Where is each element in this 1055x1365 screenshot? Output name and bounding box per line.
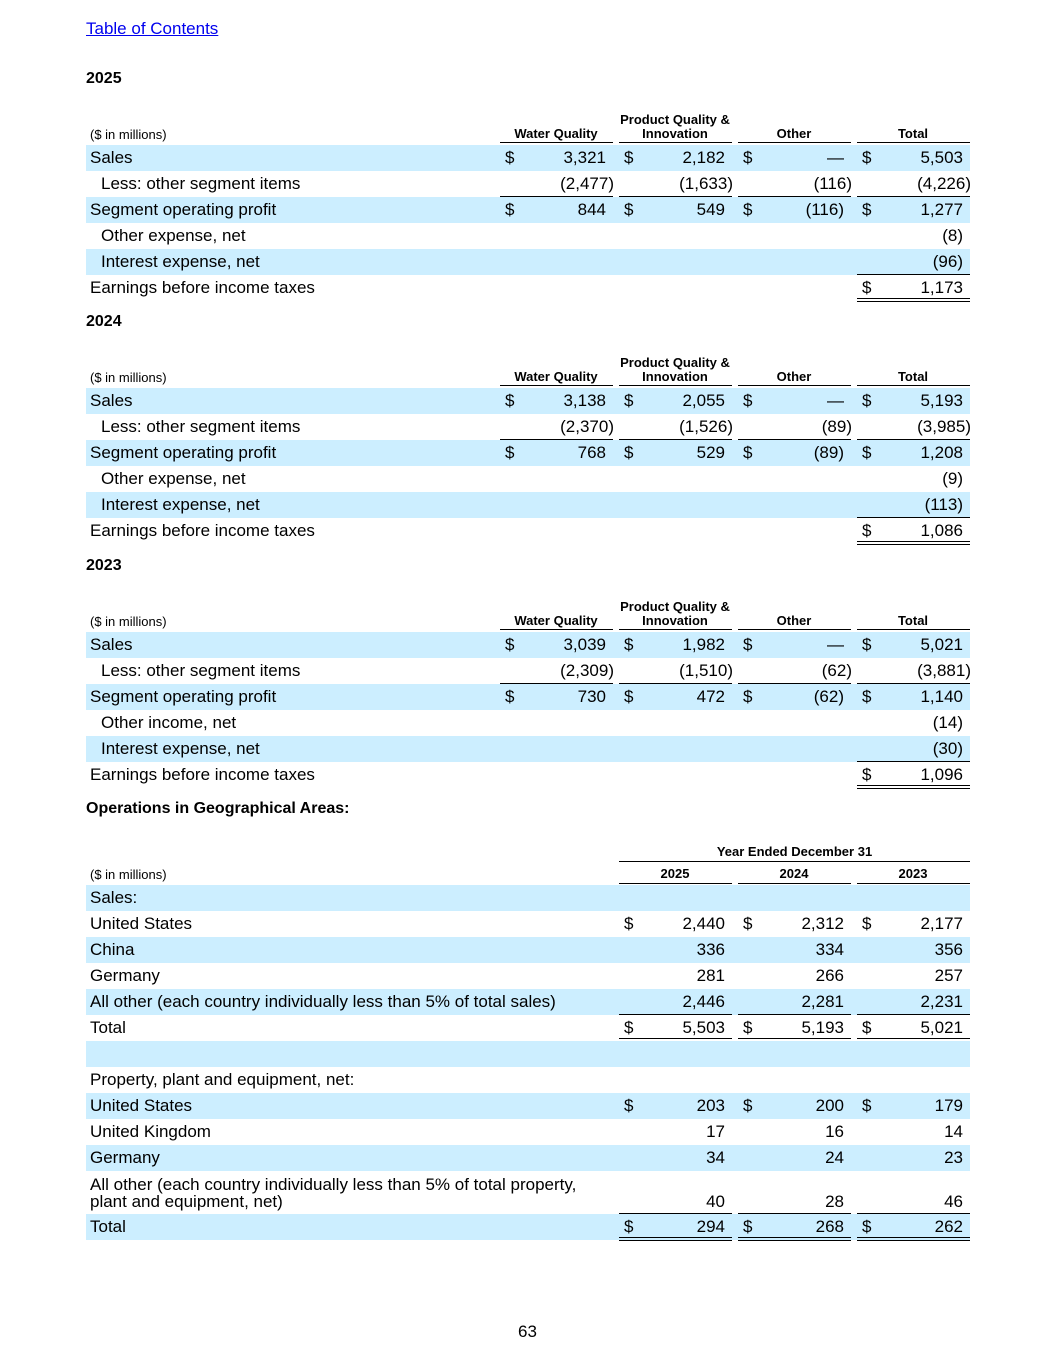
subtotal-underline — [619, 1014, 732, 1015]
cell-value: 23 — [944, 1148, 963, 1167]
cell-value: (1,633) — [679, 174, 733, 193]
table-of-contents-link[interactable]: Table of Contents — [86, 19, 219, 38]
row-label: Sales — [90, 148, 133, 167]
cell-value: 5,021 — [920, 635, 963, 654]
header-underline — [857, 883, 970, 884]
column-header: Total — [897, 369, 929, 384]
dollar-sign: $ — [862, 391, 872, 410]
header-underline — [738, 385, 851, 386]
total-double-underline — [857, 1237, 970, 1241]
cell-value: 2,231 — [920, 992, 963, 1011]
header-underline — [500, 142, 613, 143]
total-double-underline — [619, 1237, 732, 1241]
cell-value: 2,446 — [682, 992, 725, 1011]
cell-value: (2,477) — [560, 174, 614, 193]
row-band — [86, 1041, 970, 1067]
cell-value: (1,510) — [679, 661, 733, 680]
row-label: Less: other segment items — [101, 661, 301, 680]
total-double-underline — [857, 298, 970, 302]
dollar-sign: $ — [862, 443, 872, 462]
cell-value: 2,440 — [682, 914, 725, 933]
period-underline — [619, 861, 970, 862]
cell-value: 2,281 — [801, 992, 844, 1011]
cell-value: (62) — [821, 661, 852, 680]
cell-value: (89) — [821, 417, 852, 436]
row-label: All other (each country individually less than 5% of total property, plant and equipment, net) — [90, 1175, 577, 1211]
row-label: Germany — [90, 1148, 160, 1167]
header-underline — [619, 385, 732, 386]
header-underline — [500, 385, 613, 386]
total-double-underline — [857, 541, 970, 545]
dollar-sign: $ — [862, 687, 872, 706]
cell-value: (3,985) — [917, 417, 971, 436]
cell-value: (8) — [942, 226, 963, 245]
column-header: Total — [897, 613, 929, 628]
cell-value: 262 — [934, 1217, 963, 1236]
row-label: Segment operating profit — [90, 200, 277, 219]
cell-value: (9) — [942, 469, 963, 488]
cell-value: 5,193 — [801, 1018, 844, 1037]
cell-value: 5,503 — [682, 1018, 725, 1037]
dollar-sign: $ — [505, 635, 515, 654]
dollar-sign: $ — [624, 391, 634, 410]
dollar-sign: $ — [862, 765, 872, 784]
row-label: Less: other segment items — [101, 417, 301, 436]
column-header: Other — [776, 369, 812, 384]
cell-value: 356 — [934, 940, 963, 959]
cell-value: 294 — [696, 1217, 725, 1236]
row-label: Interest expense, net — [101, 252, 260, 271]
segment-year-title: 2023 — [86, 557, 122, 574]
row-label: China — [90, 940, 135, 959]
column-header: Water Quality — [514, 613, 598, 628]
cell-value: 14 — [944, 1122, 963, 1141]
cell-value: (96) — [932, 252, 963, 271]
column-header: Water Quality — [514, 126, 598, 141]
header-underline — [857, 385, 970, 386]
row-label: United Kingdom — [90, 1122, 211, 1141]
units-label: ($ in millions) — [90, 867, 167, 882]
dollar-sign: $ — [505, 200, 515, 219]
subtotal-underline — [857, 1014, 970, 1015]
cell-value: (89) — [813, 443, 844, 462]
header-underline — [619, 142, 732, 143]
geo-section-title: Operations in Geographical Areas: — [86, 800, 350, 817]
cell-value: 17 — [706, 1122, 725, 1141]
dollar-sign: $ — [743, 148, 753, 167]
dollar-sign: $ — [624, 200, 634, 219]
units-label: ($ in millions) — [90, 370, 167, 385]
cell-value: 472 — [696, 687, 725, 706]
cell-value: 3,039 — [563, 635, 606, 654]
dollar-sign: $ — [862, 635, 872, 654]
cell-value: 1,173 — [920, 278, 963, 297]
dollar-sign: $ — [505, 148, 515, 167]
cell-value: 281 — [696, 966, 725, 985]
cell-value: 46 — [944, 1192, 963, 1211]
subtotal-underline — [857, 517, 970, 518]
row-band — [86, 885, 970, 911]
dollar-sign: $ — [624, 1096, 634, 1115]
dollar-sign: $ — [743, 635, 753, 654]
subtotal-underline — [857, 274, 970, 275]
year-column-header: 2023 — [898, 866, 928, 881]
dollar-sign: $ — [624, 914, 634, 933]
dollar-sign: $ — [743, 914, 753, 933]
cell-value: 1,096 — [920, 765, 963, 784]
row-label: Interest expense, net — [101, 495, 260, 514]
header-underline — [857, 629, 970, 630]
row-label: Sales: — [90, 888, 138, 907]
column-header: Water Quality — [514, 369, 598, 384]
row-label: United States — [90, 914, 193, 933]
dollar-sign: $ — [743, 687, 753, 706]
row-label: Earnings before income taxes — [90, 521, 315, 540]
cell-value: 334 — [815, 940, 844, 959]
cell-value: 336 — [696, 940, 725, 959]
row-label: Other income, net — [101, 713, 237, 732]
row-label: Less: other segment items — [101, 174, 301, 193]
column-header: Total — [897, 126, 929, 141]
cell-value: 5,503 — [920, 148, 963, 167]
cell-value: (14) — [932, 713, 963, 732]
cell-value: 40 — [706, 1192, 725, 1211]
row-label: Germany — [90, 966, 160, 985]
cell-value: 24 — [825, 1148, 844, 1167]
column-header: Other — [776, 126, 812, 141]
row-label: Total — [90, 1217, 126, 1236]
dollar-sign: $ — [862, 148, 872, 167]
dollar-sign: $ — [743, 1018, 753, 1037]
cell-value: 179 — [934, 1096, 963, 1115]
cell-value: 28 — [825, 1192, 844, 1211]
row-label: Property, plant and equipment, net: — [90, 1070, 355, 1089]
cell-value: 1,086 — [920, 521, 963, 540]
row-label: Interest expense, net — [101, 739, 260, 758]
year-column-header: 2025 — [660, 866, 690, 881]
row-label: Other expense, net — [101, 226, 246, 245]
dollar-sign: $ — [862, 1096, 872, 1115]
cell-value: 268 — [815, 1217, 844, 1236]
cell-value: (3,881) — [917, 661, 971, 680]
row-label: United States — [90, 1096, 193, 1115]
header-underline — [738, 142, 851, 143]
subtotal-underline — [857, 761, 970, 762]
cell-value: — — [827, 635, 844, 654]
cell-value: 844 — [577, 200, 606, 219]
cell-value: 1,208 — [920, 443, 963, 462]
dollar-sign: $ — [743, 1096, 753, 1115]
dollar-sign: $ — [624, 443, 634, 462]
cell-value: (4,226) — [917, 174, 971, 193]
column-header: Product Quality & Innovation — [620, 112, 730, 141]
row-label: Earnings before income taxes — [90, 765, 315, 784]
dollar-sign: $ — [862, 914, 872, 933]
row-label: Other expense, net — [101, 469, 246, 488]
column-header: Product Quality & Innovation — [620, 355, 730, 384]
dollar-sign: $ — [624, 687, 634, 706]
cell-value: 3,321 — [563, 148, 606, 167]
cell-value: (62) — [813, 687, 844, 706]
row-label: Total — [90, 1018, 126, 1037]
cell-value: 2,312 — [801, 914, 844, 933]
cell-value: 1,140 — [920, 687, 963, 706]
dollar-sign: $ — [624, 148, 634, 167]
dollar-sign: $ — [505, 391, 515, 410]
dollar-sign: $ — [862, 1018, 872, 1037]
cell-value: 529 — [696, 443, 725, 462]
row-label: Earnings before income taxes — [90, 278, 315, 297]
units-label: ($ in millions) — [90, 127, 167, 142]
cell-value: 2,177 — [920, 914, 963, 933]
row-label: Sales — [90, 391, 133, 410]
page-number: 63 — [518, 1322, 537, 1341]
dollar-sign: $ — [624, 635, 634, 654]
dollar-sign: $ — [862, 200, 872, 219]
cell-value: 730 — [577, 687, 606, 706]
row-label: Segment operating profit — [90, 687, 277, 706]
cell-value: 34 — [706, 1148, 725, 1167]
cell-value: 1,277 — [920, 200, 963, 219]
period-header: Year Ended December 31 — [716, 844, 873, 859]
total-double-underline — [738, 1237, 851, 1241]
dollar-sign: $ — [743, 443, 753, 462]
header-underline — [738, 883, 851, 884]
subtotal-underline — [738, 1014, 851, 1015]
units-label: ($ in millions) — [90, 614, 167, 629]
cell-value: 200 — [815, 1096, 844, 1115]
header-underline — [619, 883, 732, 884]
segment-year-title: 2025 — [86, 70, 122, 87]
cell-value: 257 — [934, 966, 963, 985]
row-label: Sales — [90, 635, 133, 654]
cell-value: 5,021 — [920, 1018, 963, 1037]
cell-value: 768 — [577, 443, 606, 462]
cell-value: 2,182 — [682, 148, 725, 167]
cell-value: (116) — [813, 174, 852, 193]
cell-value: 16 — [825, 1122, 844, 1141]
dollar-sign: $ — [743, 391, 753, 410]
cell-value: (113) — [924, 495, 963, 514]
header-underline — [619, 629, 732, 630]
cell-value: 1,982 — [682, 635, 725, 654]
cell-value: 3,138 — [563, 391, 606, 410]
column-header: Other — [776, 613, 812, 628]
year-column-header: 2024 — [779, 866, 809, 881]
dollar-sign: $ — [862, 1217, 872, 1236]
dollar-sign: $ — [862, 278, 872, 297]
cell-value: (1,526) — [679, 417, 733, 436]
row-label: Segment operating profit — [90, 443, 277, 462]
segment-year-title: 2024 — [86, 313, 122, 330]
cell-value: (2,309) — [560, 661, 614, 680]
cell-value: — — [827, 148, 844, 167]
cell-value: 266 — [815, 966, 844, 985]
cell-value: 203 — [696, 1096, 725, 1115]
dollar-sign: $ — [743, 200, 753, 219]
cell-value: 5,193 — [920, 391, 963, 410]
dollar-sign: $ — [624, 1217, 634, 1236]
cell-value: 2,055 — [682, 391, 725, 410]
column-header: Product Quality & Innovation — [620, 599, 730, 628]
cell-value: (30) — [932, 739, 963, 758]
dollar-sign: $ — [862, 521, 872, 540]
header-underline — [738, 629, 851, 630]
dollar-sign: $ — [743, 1217, 753, 1236]
cell-value: — — [827, 391, 844, 410]
cell-value: 549 — [696, 200, 725, 219]
total-double-underline — [857, 785, 970, 789]
dollar-sign: $ — [505, 687, 515, 706]
cell-value: (116) — [805, 200, 844, 219]
header-underline — [500, 629, 613, 630]
row-label: All other (each country individually less than 5% of total sales) — [90, 992, 556, 1011]
dollar-sign: $ — [624, 1018, 634, 1037]
dollar-sign: $ — [505, 443, 515, 462]
header-underline — [857, 142, 970, 143]
cell-value: (2,370) — [560, 417, 614, 436]
